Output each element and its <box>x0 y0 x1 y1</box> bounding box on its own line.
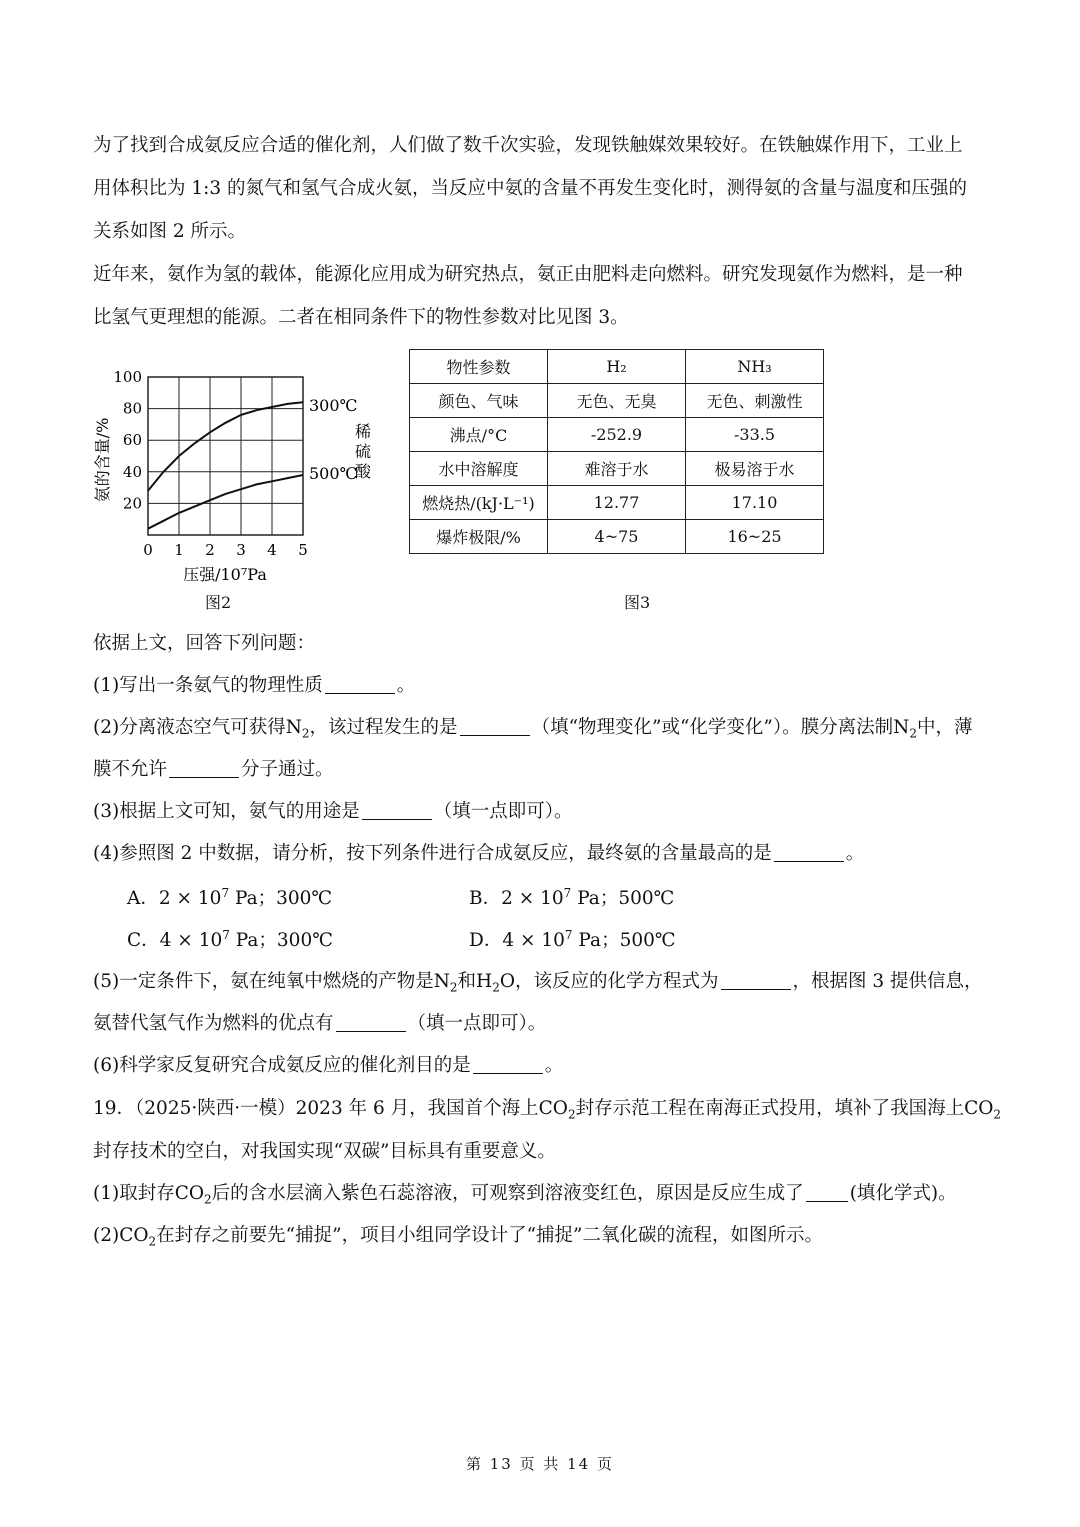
side-label-char: 酸 <box>355 462 372 481</box>
question-text: (1)取封存CO <box>93 1183 205 1204</box>
question-text: (2)分离液态空气可获得N <box>93 717 302 738</box>
question-text: （填“物理变化”或“化学变化”）。膜分离法制N <box>531 717 910 738</box>
table-cell: 极易溶于水 <box>686 452 824 486</box>
answer-blank[interactable] <box>774 843 844 863</box>
x-tick-label: 5 <box>298 541 308 559</box>
table-header-cell: H₂ <box>548 350 686 384</box>
questions-intro: 依据上文，回答下列问题： <box>93 633 316 654</box>
question-text: 后的含水层滴入紫色石蕊溶液，可观察到溶液变红色，原因是反应生成了 <box>211 1183 804 1204</box>
question-text: O，该反应的化学方程式为 <box>499 971 719 992</box>
superscript: 7 <box>221 885 230 900</box>
subscript: 2 <box>148 1234 157 1249</box>
x-tick-label: 1 <box>174 541 184 559</box>
question-text: 。 <box>396 675 416 696</box>
table-cell: 难溶于水 <box>548 452 686 486</box>
answer-blank[interactable] <box>169 759 239 779</box>
table-cell: 无色、无臭 <box>548 384 686 418</box>
table-row <box>410 520 824 554</box>
series-line-300 <box>148 402 303 491</box>
answer-blank[interactable] <box>721 971 791 991</box>
page-footer: 第 13 页 共 14 页 <box>465 1455 614 1473</box>
x-tick-label: 2 <box>205 541 215 559</box>
question-text: ，该过程发生的是 <box>309 717 458 738</box>
question-text: (填化学式)。 <box>849 1183 957 1204</box>
paragraph-line: 关系如图 2 所示。 <box>93 221 247 242</box>
figure-2-chart <box>90 365 390 615</box>
subscript: 2 <box>449 980 458 995</box>
superscript: 7 <box>222 927 230 942</box>
option-text: Pa；300℃ <box>229 930 333 951</box>
figure-3-table <box>409 349 824 554</box>
table-header-row <box>410 350 824 384</box>
option-text: B．2 × 10 <box>469 888 564 909</box>
subscript: 2 <box>567 1107 576 1122</box>
question-4 <box>93 832 993 875</box>
y-tick-label: 80 <box>122 399 142 418</box>
y-tick-label: 40 <box>122 462 142 481</box>
question-2-cont <box>93 748 993 791</box>
question-text: (5)一定条件下，氨在纯氧中燃烧的产物是N <box>93 971 450 992</box>
table-header-cell: 物性参数 <box>410 350 548 384</box>
option-text: C．4 × 10 <box>127 930 223 951</box>
x-tick-label: 0 <box>143 541 153 559</box>
question-text: 和H <box>457 971 493 992</box>
option-text: Pa；500℃ <box>571 888 675 909</box>
question-text: 中，薄 <box>916 717 973 738</box>
y-tick-label: 100 <box>113 368 142 386</box>
subscript: 2 <box>993 1107 1002 1122</box>
table-cell: 水中溶解度 <box>410 452 548 486</box>
x-tick-label: 3 <box>236 541 246 559</box>
question-19-2 <box>93 1214 993 1264</box>
question-6 <box>93 1044 993 1087</box>
table-cell: 17.10 <box>686 486 824 520</box>
paragraph-line: 比氢气更理想的能源。二者在相同条件下的物性参数对比见图 3。 <box>93 307 629 328</box>
question-text: 封存技术的空白，对我国实现“双碳”目标具有重要意义。 <box>93 1141 556 1162</box>
question-3 <box>93 790 993 833</box>
question-text: (1)写出一条氨气的物理性质 <box>93 675 323 696</box>
subscript: 2 <box>204 1192 212 1207</box>
question-text: 氨替代氢气作为燃料的优点有 <box>93 1013 334 1034</box>
paragraph-line: 近年来，氨作为氢的载体，能源化应用成为研究热点，氨正由肥料走向燃料。研究发现氨作为燃料，是一种 <box>93 264 963 285</box>
series-label-300: 300℃ <box>309 396 358 415</box>
answer-blank[interactable] <box>336 1013 406 1033</box>
question-text: 膜不允许 <box>93 759 168 780</box>
question-1 <box>93 664 993 707</box>
question-text: (6)科学家反复研究合成氨反应的催化剂目的是 <box>93 1055 471 1076</box>
table-header-cell: NH₃ <box>686 350 824 384</box>
question-text: 。 <box>845 843 865 864</box>
subscript: 2 <box>909 726 917 741</box>
option-text: Pa；500℃ <box>572 930 676 951</box>
plot-frame <box>148 377 303 535</box>
series-line-500 <box>148 475 303 529</box>
question-text: (4)参照图 2 中数据，请分析，按下列条件进行合成氨反应，最终氨的含量最高的是 <box>93 843 772 864</box>
question-text: (2)CO <box>93 1225 149 1246</box>
paragraph-line: 用体积比为 1:3 的氮气和氢气合成火氨，当反应中氨的含量不再发生变化时，测得氨的含量与温度和压强的 <box>93 178 968 199</box>
table-cell: 燃烧热/(kJ·L⁻¹) <box>410 486 548 520</box>
question-text: 19．（2025·陕西·一模）2023 年 6 月，我国首个海上CO <box>93 1098 568 1119</box>
option-d[interactable] <box>469 926 676 952</box>
paragraph-line: 为了找到合成氨反应合适的催化剂，人们做了数千次实验，发现铁触媒效果较好。在铁触媒作用下，工业上 <box>93 135 963 156</box>
question-text: 。 <box>544 1055 564 1076</box>
x-tick-label: 4 <box>267 541 277 559</box>
table-cell: 颜色、气味 <box>410 384 548 418</box>
table-row <box>410 384 824 418</box>
question-text: 封存示范工程在南海正式投用，填补了我国海上CO <box>575 1098 994 1119</box>
y-tick-label: 20 <box>122 494 142 513</box>
figure-2-caption: 图2 <box>205 593 232 612</box>
table-row <box>410 486 824 520</box>
answer-blank[interactable] <box>460 717 530 737</box>
question-text: (3)根据上文可知，氨气的用途是 <box>93 801 360 822</box>
option-a[interactable] <box>127 884 332 910</box>
question-text: 分子通过。 <box>241 759 334 780</box>
table-cell: 爆炸极限/% <box>410 520 548 554</box>
series-label-500: 500℃ <box>309 464 358 483</box>
side-label-char: 硫 <box>355 442 372 461</box>
table-row <box>410 452 824 486</box>
option-text: D．4 × 10 <box>469 930 565 951</box>
option-text: A．2 × 10 <box>127 888 222 909</box>
table-cell: 沸点/°C <box>410 418 548 452</box>
answer-blank[interactable] <box>806 1183 848 1203</box>
answer-blank[interactable] <box>473 1055 543 1075</box>
table-cell: -33.5 <box>686 418 824 452</box>
table-cell: 4~75 <box>548 520 686 554</box>
table-cell: 无色、刺激性 <box>686 384 824 418</box>
question-5-cont <box>93 1002 993 1045</box>
side-label-char: 稀 <box>355 422 372 441</box>
figure-3-caption: 图3 <box>624 593 651 612</box>
subscript: 2 <box>301 726 310 741</box>
answer-blank[interactable] <box>362 801 432 821</box>
question-text: ，根据图 3 提供信息， <box>792 971 983 992</box>
option-text: Pa；300℃ <box>229 888 333 909</box>
x-axis-label: 压强/10⁷Pa <box>183 565 267 584</box>
y-tick-label: 60 <box>122 431 142 450</box>
option-b[interactable] <box>469 884 674 910</box>
table-cell: 16~25 <box>686 520 824 554</box>
option-c[interactable] <box>127 926 333 952</box>
question-text: （填一点即可）。 <box>433 801 573 822</box>
table-cell: 12.77 <box>548 486 686 520</box>
question-text: 在封存之前要先“捕捉”，项目小组同学设计了“捕捉”二氧化碳的流程，如图所示。 <box>156 1225 824 1246</box>
answer-blank[interactable] <box>325 675 395 695</box>
table-row <box>410 418 824 452</box>
question-text: （填一点即可）。 <box>407 1013 547 1034</box>
question-19-cont <box>93 1130 993 1173</box>
y-axis-label: 氨的含量/% <box>93 417 112 503</box>
superscript: 7 <box>564 927 573 942</box>
table-cell: -252.9 <box>548 418 686 452</box>
subscript: 2 <box>492 980 500 995</box>
superscript: 7 <box>563 885 572 900</box>
